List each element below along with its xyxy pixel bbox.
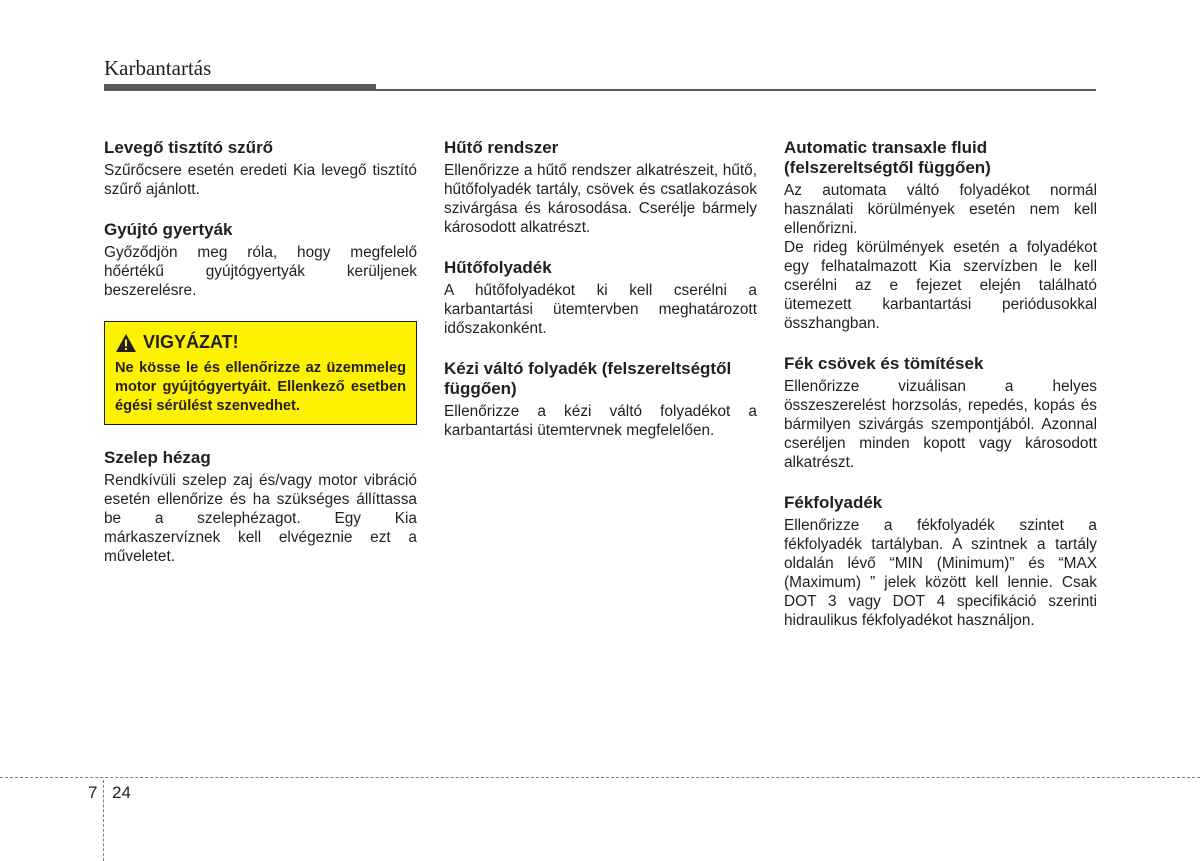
section-text: De rideg körülmények esetén a folyadékot egy felhatalmazott Kia szervízben le kell cserélni az e fejezet elején található ütemezett karbantartási periódusokkal összhangban. xyxy=(784,239,1097,332)
section-automatic-transaxle-fluid xyxy=(784,138,1097,333)
warning-box xyxy=(104,321,417,425)
section-heading: Hűtő rendszer xyxy=(444,138,559,157)
section-heading: Fékfolyadék xyxy=(784,493,883,512)
section-text: Szűrőcsere esetén eredeti Kia levegő tisztító szűrő ajánlott. xyxy=(104,162,417,198)
section-text: Ellenőrizze a hűtő rendszer alkatrészeit, hűtő, hűtőfolyadék tartály, csövek és csatlakozások szivárgása és károsodása. Cserélje bármely károsodott alkatrészt. xyxy=(444,162,757,236)
footer-vertical-dashed-line xyxy=(103,780,104,861)
section-manual-transmission-fluid xyxy=(444,359,757,440)
footer-dashed-line xyxy=(0,777,1200,778)
page-header-title: Karbantartás xyxy=(104,56,212,80)
section-heading: Automatic transaxle fluid (felszereltségtől függően) xyxy=(784,138,991,177)
section-spark-plugs xyxy=(104,220,417,300)
header-rule-thin xyxy=(376,89,1096,91)
section-text: Győződjön meg róla, hogy megfelelő hőértékű gyújtógyertyák kerüljenek beszerelésre. xyxy=(104,244,417,299)
section-air-filter xyxy=(104,138,417,199)
page-number: 24 xyxy=(112,783,131,802)
section-heading: Fék csövek és tömítések xyxy=(784,354,984,373)
warning-title-text: VIGYÁZAT! xyxy=(143,332,239,352)
section-cooling-system xyxy=(444,138,757,237)
section-heading: Gyújtó gyertyák xyxy=(104,220,233,239)
header-rule-thick xyxy=(104,84,376,91)
section-text: A hűtőfolyadékot ki kell cserélni a karbantartási ütemtervben meghatározott időszakonként. xyxy=(444,282,757,337)
chapter-number: 7 xyxy=(88,783,98,802)
section-text: Ellenőrizze a kézi váltó folyadékot a karbantartási ütemtervnek megfelelően. xyxy=(444,403,757,439)
section-text: Az automata váltó folyadékot normál használati körülmények esetén nem kell ellenőrizni. xyxy=(784,182,1097,237)
section-heading: Szelep hézag xyxy=(104,448,211,467)
section-brake-lines xyxy=(784,354,1097,472)
section-text: Ellenőrizze a fékfolyadék szintet a fékfolyadék tartályban. A szintnek a tartály oldalán lévő “MIN (Minimum)” és “MAX (Maximum) ” jelek között kell lennie. Csak DOT 3 vagy DOT 4 specifikáció szerinti hidraulikus fékfolyadékot használjon. xyxy=(784,517,1097,629)
section-text: Rendkívüli szelep zaj és/vagy motor vibráció esetén ellenőrize és ha szükséges állíttassa be a szelephézagot. Egy Kia márkaszervíznek kell elvégeznie ezt a műveletet. xyxy=(104,472,417,565)
section-heading: Levegő tisztító szűrő xyxy=(104,138,274,157)
section-brake-fluid xyxy=(784,493,1097,630)
warning-text: Ne kösse le és ellenőrizze az üzemmeleg motor gyújtógyertyáit. Ellenkező esetben égési sérülést szenvedhet. xyxy=(115,360,406,414)
section-text: Ellenőrizze vizuálisan a helyes összeszerelést horzsolás, repedés, kopás és bármilyen szivárgás szempontjából. Azonnal cseréljen minden kopott vagy károsodott alkatrészt. xyxy=(784,378,1097,471)
warning-triangle-icon xyxy=(115,333,137,353)
section-coolant xyxy=(444,258,757,338)
column-1 xyxy=(104,138,417,587)
section-heading: Kézi váltó folyadék (felszereltségtől függően) xyxy=(444,359,732,398)
section-heading: Hűtőfolyadék xyxy=(444,258,552,277)
warning-title xyxy=(115,332,406,353)
section-valve-clearance xyxy=(104,448,417,566)
column-3 xyxy=(784,138,1097,651)
column-2 xyxy=(444,138,757,461)
